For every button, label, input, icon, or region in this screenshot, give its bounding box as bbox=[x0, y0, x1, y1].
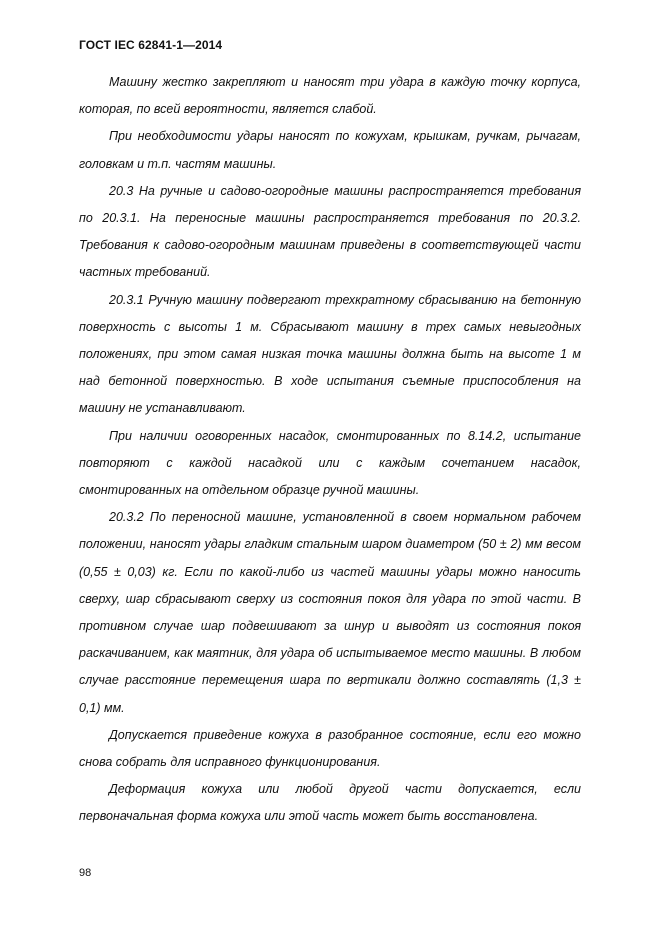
paragraph: Машину жестко закрепляют и наносят три удара в каждую точку корпуса, которая, по всей вероятности, является слабой. bbox=[79, 75, 581, 117]
paragraph: Допускается приведение кожуха в разобранное состояние, если его можно снова собрать для исправного функционирования. bbox=[79, 727, 581, 770]
document-header: ГОСТ IEC 62841-1—2014 bbox=[79, 38, 223, 52]
paragraph: Деформация кожуха или любой другой части допускается, если первоначальная форма кожуха или этой часть может быть восстановлена. bbox=[79, 782, 581, 824]
paragraph-clause-20-3: 20.3 На ручные и садово-огородные машины распространяется требования по 20.3.1. На переносные машины распространяется требования по 20.3.2. Требования к садово-огородным машинам приведены в соответствующей части частных требований. bbox=[79, 183, 581, 280]
paragraph-clause-20-3-2: 20.3.2 По переносной машине, установленной в своем нормальном рабочем положении, наносят удары гладким стальным шаром диаметром (50 ± 2) мм весом (0,55 ± 0,03) кг. Если по какой-либо из частей машины удары можно наносить сверху, шар сбрасывают сверху из состояния покоя для удара по этой части. В противном случае шар подвешивают за шнур и выводят из состояния покоя раскачиванием, как маятник, для удара об испытываемое место машины. В любом случае расстояние перемещения шара по вертикали должно составлять (1,3 ± 0,1) мм. bbox=[79, 510, 581, 715]
document-body bbox=[79, 69, 581, 831]
paragraph: При необходимости удары наносят по кожухам, крышкам, ручкам, рычагам, головкам и т.п. частям машины. bbox=[79, 129, 581, 171]
paragraph-clause-20-3-1: 20.3.1 Ручную машину подвергают трехкратному сбрасыванию на бетонную поверхность с высоты 1 м. Сбрасывают машину в трех самых невыгодных положениях, при этом самая низкая точка машины должна быть на высоте 1 м над бетонной поверхностью. В ходе испытания съемные приспособления на машину не устанавливают. bbox=[79, 292, 581, 416]
paragraph: При наличии оговоренных насадок, смонтированных по 8.14.2, испытание повторяют с каждой насадкой или с каждым сочетанием насадок, смонтированных на отдельном образце ручной машины. bbox=[79, 428, 581, 498]
page-number: 98 bbox=[79, 867, 92, 879]
